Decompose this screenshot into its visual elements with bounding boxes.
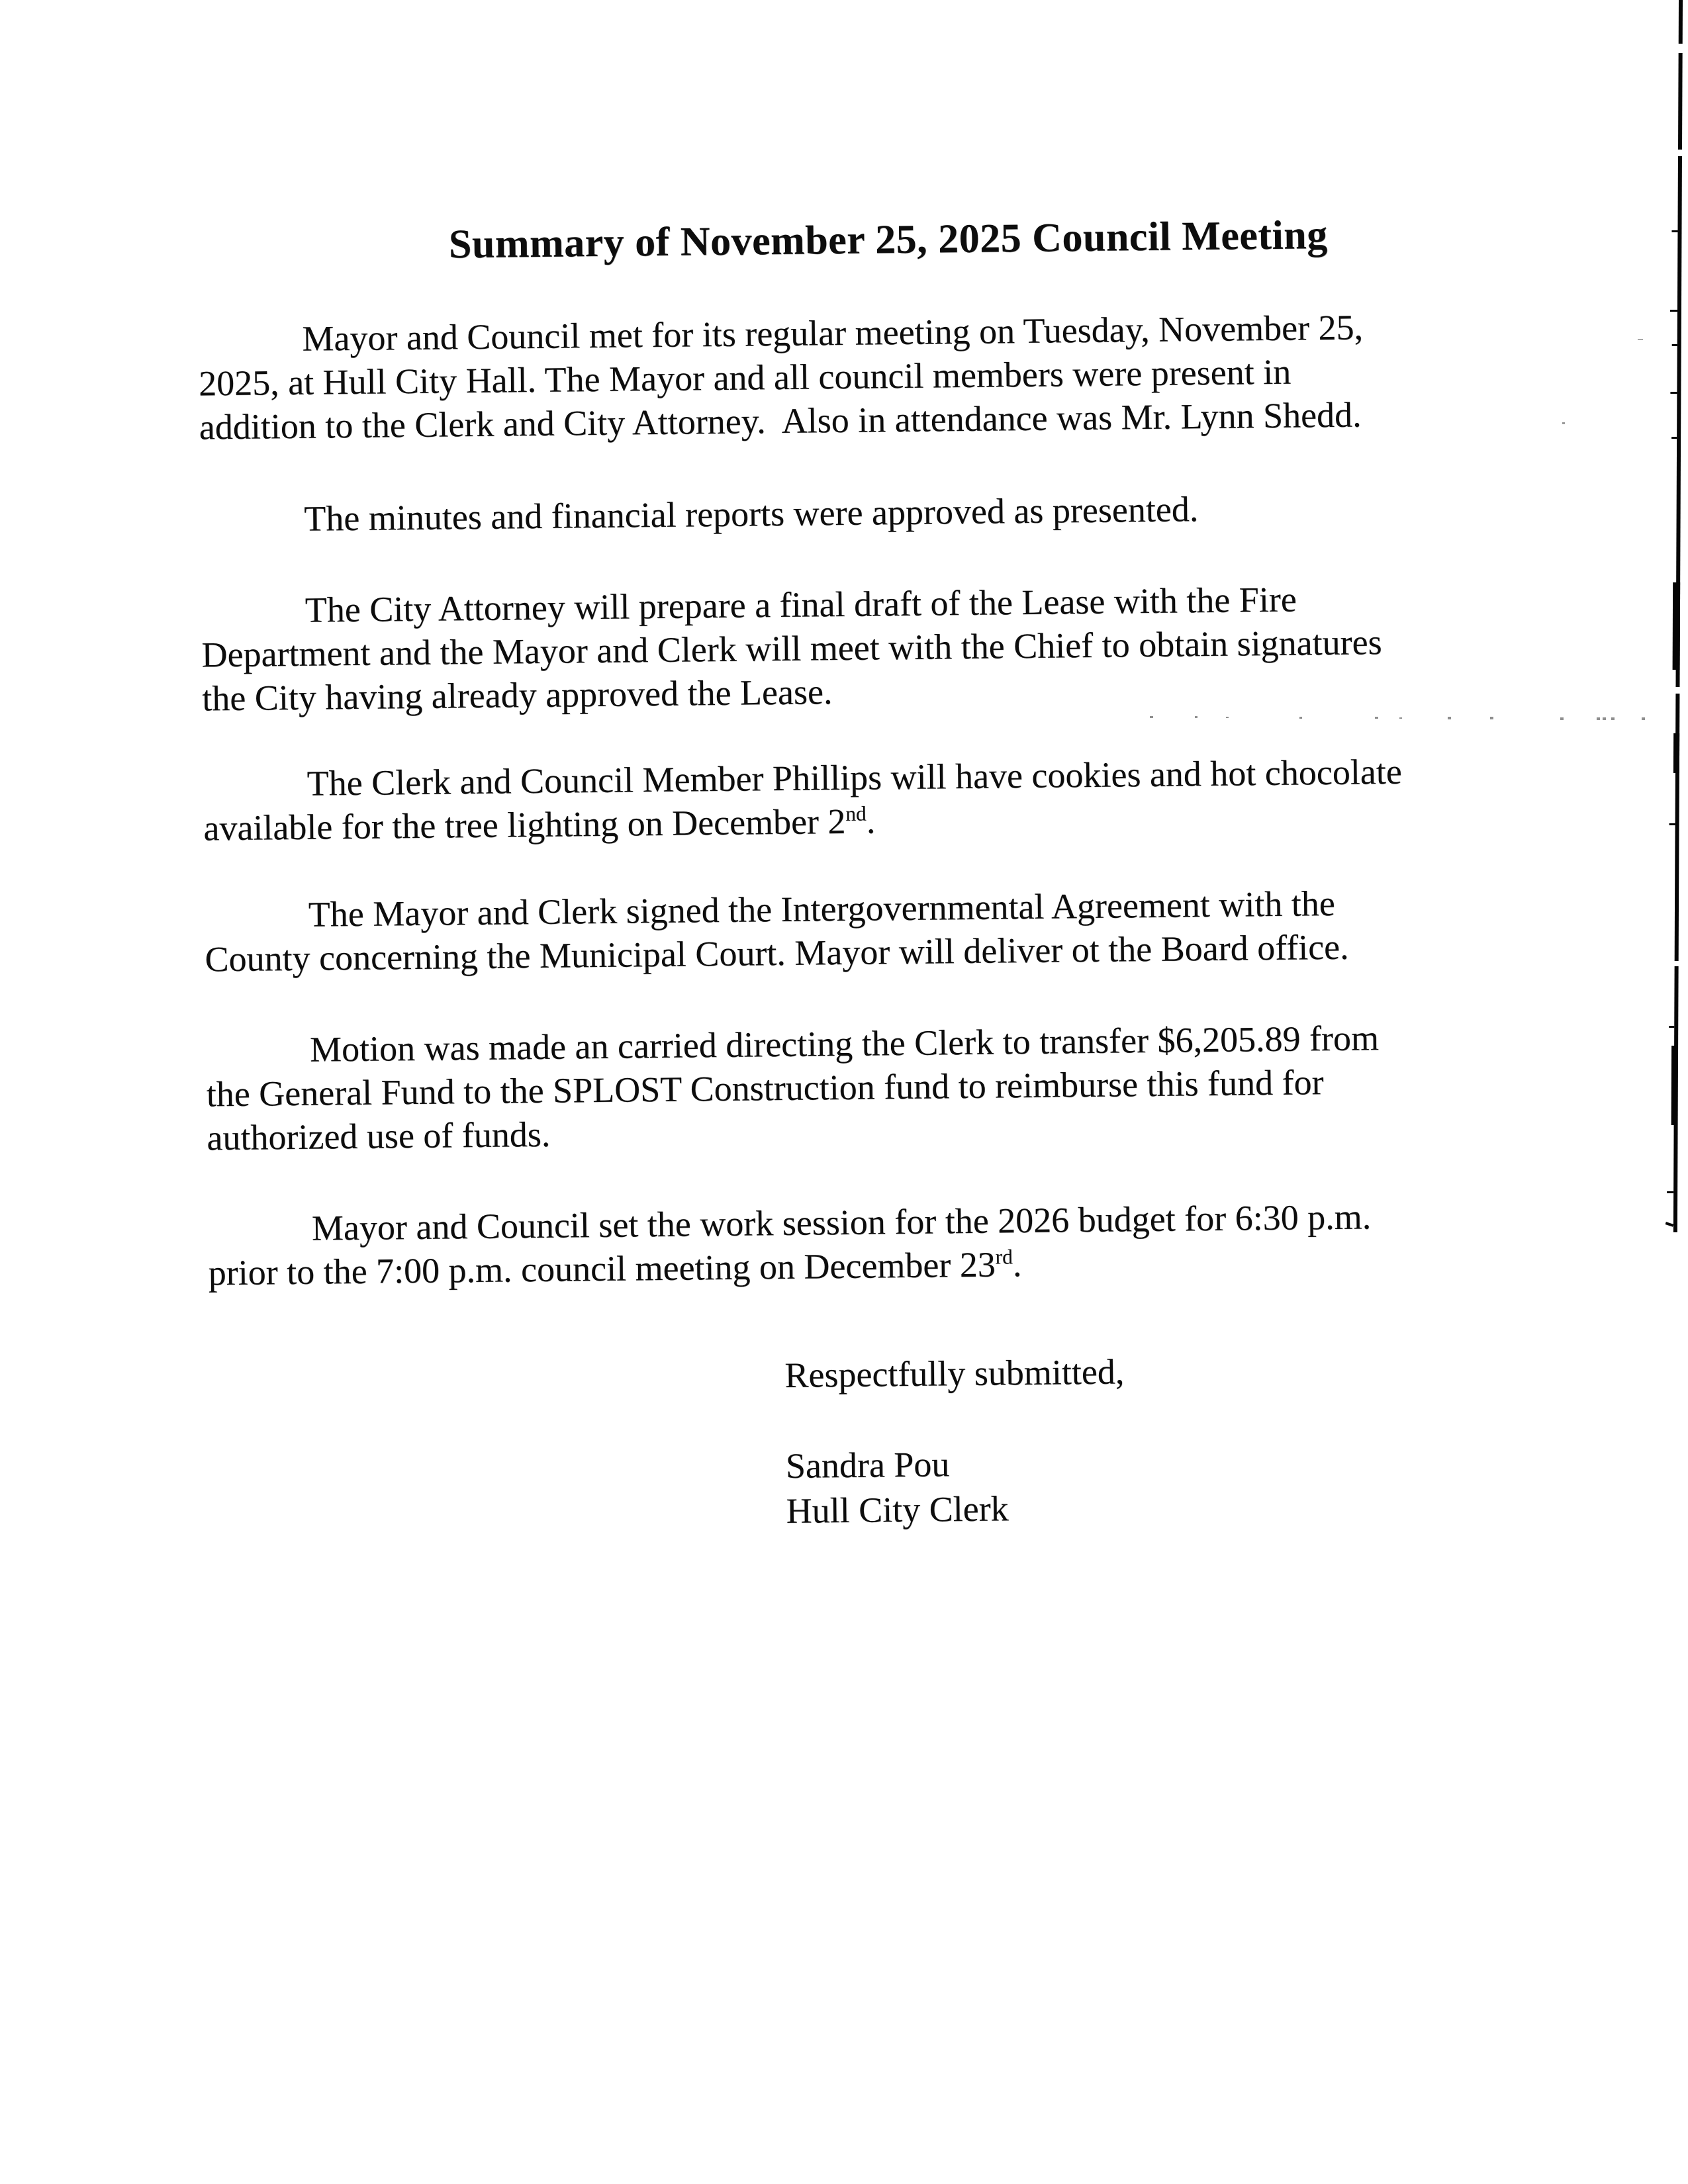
paragraph-3: The City Attorney will prepare a final draft of the Lease with the Fire Department and the Mayor and Clerk will meet with the Chief to obtain signatures the City having already approved the Lease. xyxy=(201,579,1382,719)
scan-line-bulge xyxy=(1673,582,1681,670)
scan-speck xyxy=(1642,717,1645,720)
scan-speck xyxy=(1226,717,1229,718)
scan-speck xyxy=(1195,716,1197,718)
scan-line-bulge xyxy=(1671,1046,1678,1125)
signer-name: Sandra Pou xyxy=(785,1444,950,1486)
paragraph-4: The Clerk and Council Member Phillips will have cookies and hot chocolate available for the tree lighting on December 2nd. xyxy=(203,751,1403,848)
scan-line-tick xyxy=(1667,1191,1673,1193)
scan-line-tick xyxy=(1672,344,1677,346)
scan-speck xyxy=(1150,716,1153,718)
scan-line-tick xyxy=(1670,392,1677,394)
scan-line-tick xyxy=(1671,230,1677,232)
scan-line-tick xyxy=(1669,823,1675,825)
scan-speck xyxy=(1611,717,1615,720)
ordinal-superscript: rd xyxy=(995,1245,1013,1269)
scan-speck xyxy=(1560,717,1564,720)
scan-speck xyxy=(1638,339,1643,340)
scan-speck xyxy=(1603,717,1606,720)
paragraph-7: Mayor and Council set the work session for the 2026 budget for 6:30 p.m. prior to the 7:00 p.m. council meeting on December 23rd. xyxy=(208,1197,1372,1293)
scan-speck xyxy=(1448,717,1451,719)
paragraph-5: The Mayor and Clerk signed the Intergovernmental Agreement with the County concerning the Municipal Court. Mayor will deliver ot the Board office. xyxy=(205,883,1349,979)
scan-speck xyxy=(1490,717,1493,719)
scan-line-gap xyxy=(1673,961,1680,966)
scan-line-bulge xyxy=(1673,733,1679,773)
ordinal-superscript: nd xyxy=(845,801,867,825)
scan-line-tick xyxy=(1671,437,1677,439)
paragraph-1: Mayor and Council met for its regular meeting on Tuesday, November 25, 2025, at Hull City Hall. The Mayor and all council members were present in addition to the Clerk and City Attorney. Also in attendance was Mr. Lynn Shedd. xyxy=(198,307,1364,447)
scan-speck xyxy=(1562,422,1565,424)
scan-line-gap xyxy=(1674,687,1681,694)
signature-block xyxy=(786,1441,1009,1533)
paragraph-2: The minutes and financial reports were approved as presented. xyxy=(304,489,1199,539)
paragraph-6: Motion was made an carried directing the Clerk to transfer $6,205.89 from the General Fund to the SPLOST Construction fund to reimburse this fund for authorized use of funds. xyxy=(206,1018,1380,1158)
scan-line-gap xyxy=(1677,150,1683,156)
scan-speck xyxy=(1399,717,1402,719)
scan-speck xyxy=(1375,717,1378,719)
scan-speck xyxy=(1597,717,1600,720)
signer-role: Hull City Clerk xyxy=(786,1488,1009,1531)
scan-speck xyxy=(1299,717,1302,719)
scan-line-tick xyxy=(1669,1026,1674,1028)
scan-line-tick xyxy=(1670,310,1677,312)
scan-line-gap xyxy=(1677,44,1684,53)
document-title: Summary of November 25, 2025 Council Meeting xyxy=(448,212,1329,267)
closing-salutation: Respectfully submitted, xyxy=(784,1351,1125,1396)
